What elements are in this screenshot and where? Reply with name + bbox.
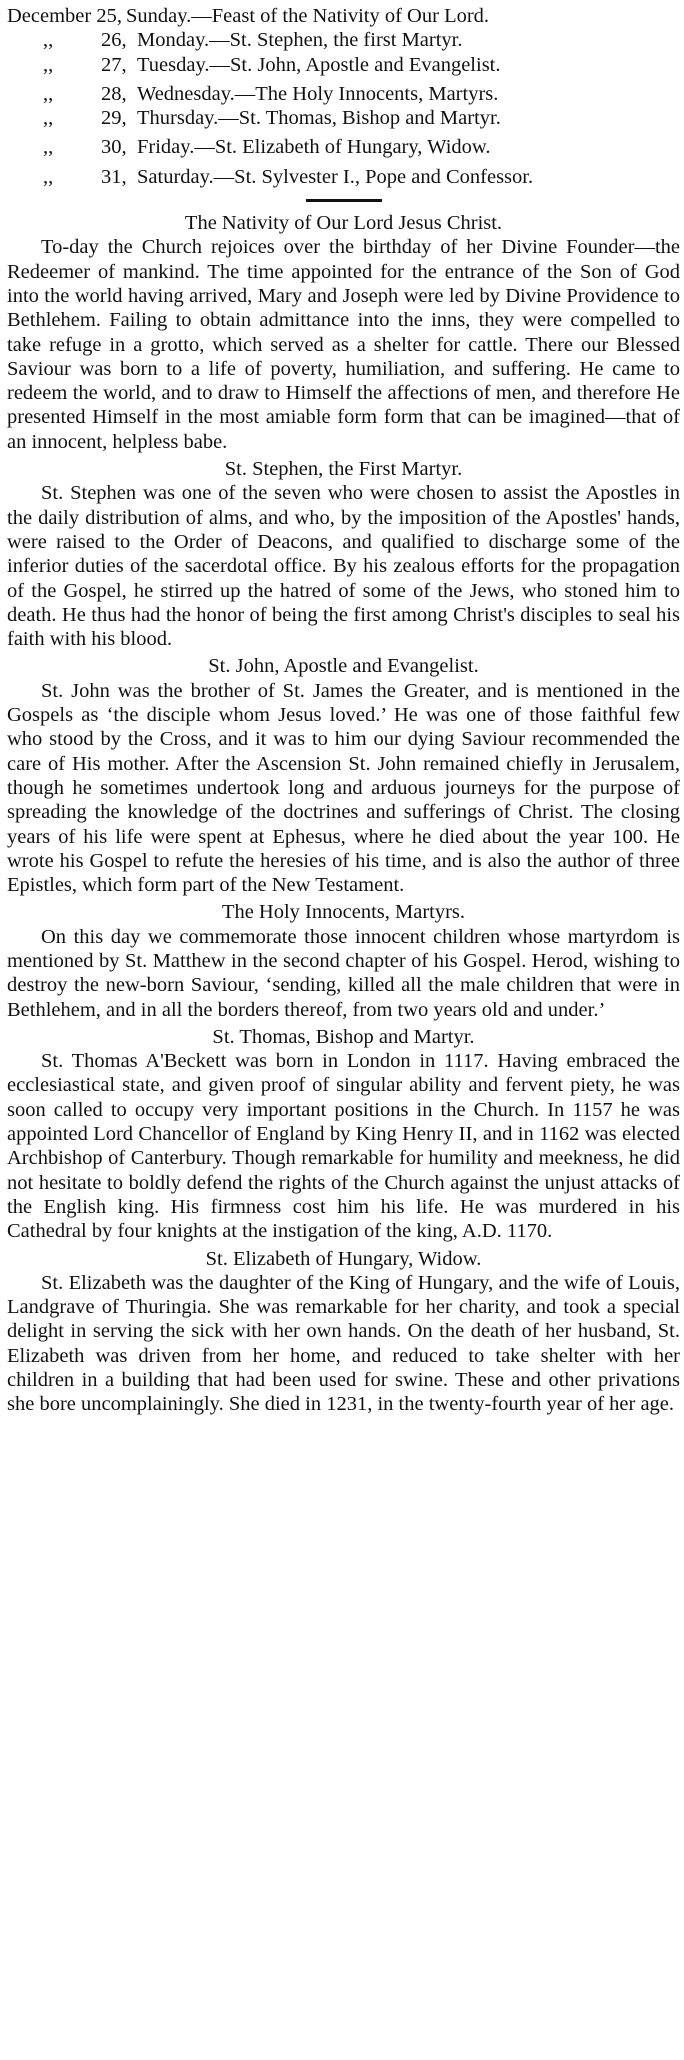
article-body: On this day we commemorate those innocent children whose martyrdom is mentioned by St. Matthew in the second chapter of his Gospel. Herod, wishing to destroy the new-born Saviour, ‘sending, killed all the male children that were in Bethlehem, and in all the borders thereof, from two years old and under.’ [7,925,680,1021]
calendar-text: Tuesday.—St. John, Apostle and Evangelist. [137,53,501,76]
calendar-entry [7,4,680,28]
calendar-entry [7,106,680,130]
article-body: St. Stephen was one of the seven who were chosen to assist the Apostles in the daily distribution of alms, and who, by the imposition of the Apostles' hands, were raised to the Order of Deacons, and qualified to discharge some of the inferior duties of the sacerdotal office. By his zealous efforts for the propagation of the Gospel, he stirred up the hatred of some of the Jews, who stoned him to death. He thus had the honor of being the first among Christ's disciples to seal his faith with his blood. [7,482,680,651]
ditto-mark: ,, [43,107,54,130]
calendar-text: Thursday.—St. Thomas, Bishop and Martyr. [137,107,501,130]
article-body: St. John was the brother of St. James the Greater, and is mentioned in the Gospels as ‘the disciple whom Jesus loved.’ He was one of those faithful few who stood by the Cross, and it was to him our dying Saviour recommended the care of His mother. After the Ascension St. John remained chiefly in Jerusalem, though he sometimes undertook long and arduous journeys for the purpose of spreading the knowledge of the doctrines and sufferings of Christ. The closing years of his life were spent at Ephesus, where he died about the year 100. He wrote his Gospel to refute the heresies of his time, and is also the author of three Epistles, which form part of the New Testament. [7,679,680,897]
article-heading: St. Stephen, the First Martyr. [224,458,463,481]
calendar-date [7,135,137,159]
article-holy-innocents [7,900,680,1021]
calendar-text: Monday.—St. Stephen, the first Martyr. [137,29,463,52]
calendar-day: 30, [101,136,127,159]
article-body: St. Elizabeth was the daughter of the King of Hungary, and the wife of Louis, Landgrave of Thuringia. She was remarkable for her charity, and took a special delight in serving the sick with her own hands. On the death of her husband, St. Elizabeth was driven from her home, and reduced to take shelter with her children in a building that had been used for swine. These and other privations she bore uncomplainingly. She died in 1231, in the twenty-fourth year of her age. [7,1271,680,1416]
divider-rule [306,199,382,202]
article-st-elizabeth [7,1247,680,1417]
section-divider [7,199,680,202]
ditto-mark: ,, [43,53,54,76]
article-body: To-day the Church rejoices over the birthday of her Divine Founder—the Redeemer of mankind. The time appointed for the entrance of the Son of God into the world having arrived, Mary and Joseph were led by Divine Providence to Bethlehem. Failing to obtain admittance into the inns, they were compelled to take refuge in a grotto, which served as a shelter for cattle. There our Blessed Saviour was born to a life of poverty, humiliation, and suffering. He came to redeem the world, and to draw to Himself the affections of men, and therefore He presented Himself in the most amiable form form that can be imagined—that of an innocent, helpless babe. [7,236,680,453]
calendar-day: 28, [101,82,127,105]
article-heading: St. Elizabeth of Hungary, Widow. [205,1247,482,1270]
calendar-date: December 25, [7,5,122,27]
calendar-text: Wednesday.—The Holy Innocents, Martyrs. [137,82,499,105]
feast-calendar [7,4,680,189]
calendar-entry [7,28,680,52]
article-heading: The Nativity of Our Lord Jesus Christ. [184,212,503,235]
ditto-mark: ,, [43,29,54,52]
calendar-date [7,53,137,77]
article-nativity [7,211,680,454]
calendar-date [7,106,137,130]
article-heading: The Holy Innocents, Martyrs. [221,901,466,924]
calendar-entry [7,53,680,77]
calendar-entry [7,135,680,159]
calendar-date [7,165,137,189]
article-st-john [7,654,680,897]
calendar-day: 31, [101,165,127,188]
article-st-stephen [7,457,680,651]
calendar-date [7,82,137,106]
ditto-mark: ,, [43,136,54,159]
calendar-text: Saturday.—St. Sylvester I., Pope and Confessor. [137,165,534,188]
article-heading: St. John, Apostle and Evangelist. [208,655,479,678]
calendar-text: Sunday.—Feast of the Nativity of Our Lord. [125,5,490,27]
calendar-day: 29, [101,107,127,130]
article-heading: St. Thomas, Bishop and Martyr. [212,1025,475,1048]
article-st-thomas [7,1025,680,1244]
ditto-mark: ,, [43,82,54,105]
calendar-text: Friday.—St. Elizabeth of Hungary, Widow. [137,136,491,159]
calendar-entry [7,82,680,106]
article-body: St. Thomas A'Beckett was born in London in 1117. Having embraced the ecclesiastical state, and given proof of singular ability and fervent piety, he was soon called to occupy very important positions in the Church. In 1157 he was appointed Lord Chancellor of England by King Henry II, and in 1162 was elected Archbishop of Canterbury. Though remarkable for humility and meekness, he did not hesitate to boldly defend the rights of the Church against the unjust attacks of the English king. His firmness cost him his life. He was murdered in his Cathedral by four knights at the instigation of the king, A.D. 1170. [7,1050,680,1243]
calendar-date [7,28,137,52]
calendar-day: 27, [101,53,127,76]
calendar-entry [7,165,680,189]
ditto-mark: ,, [43,165,54,188]
calendar-day: 26, [101,29,127,52]
